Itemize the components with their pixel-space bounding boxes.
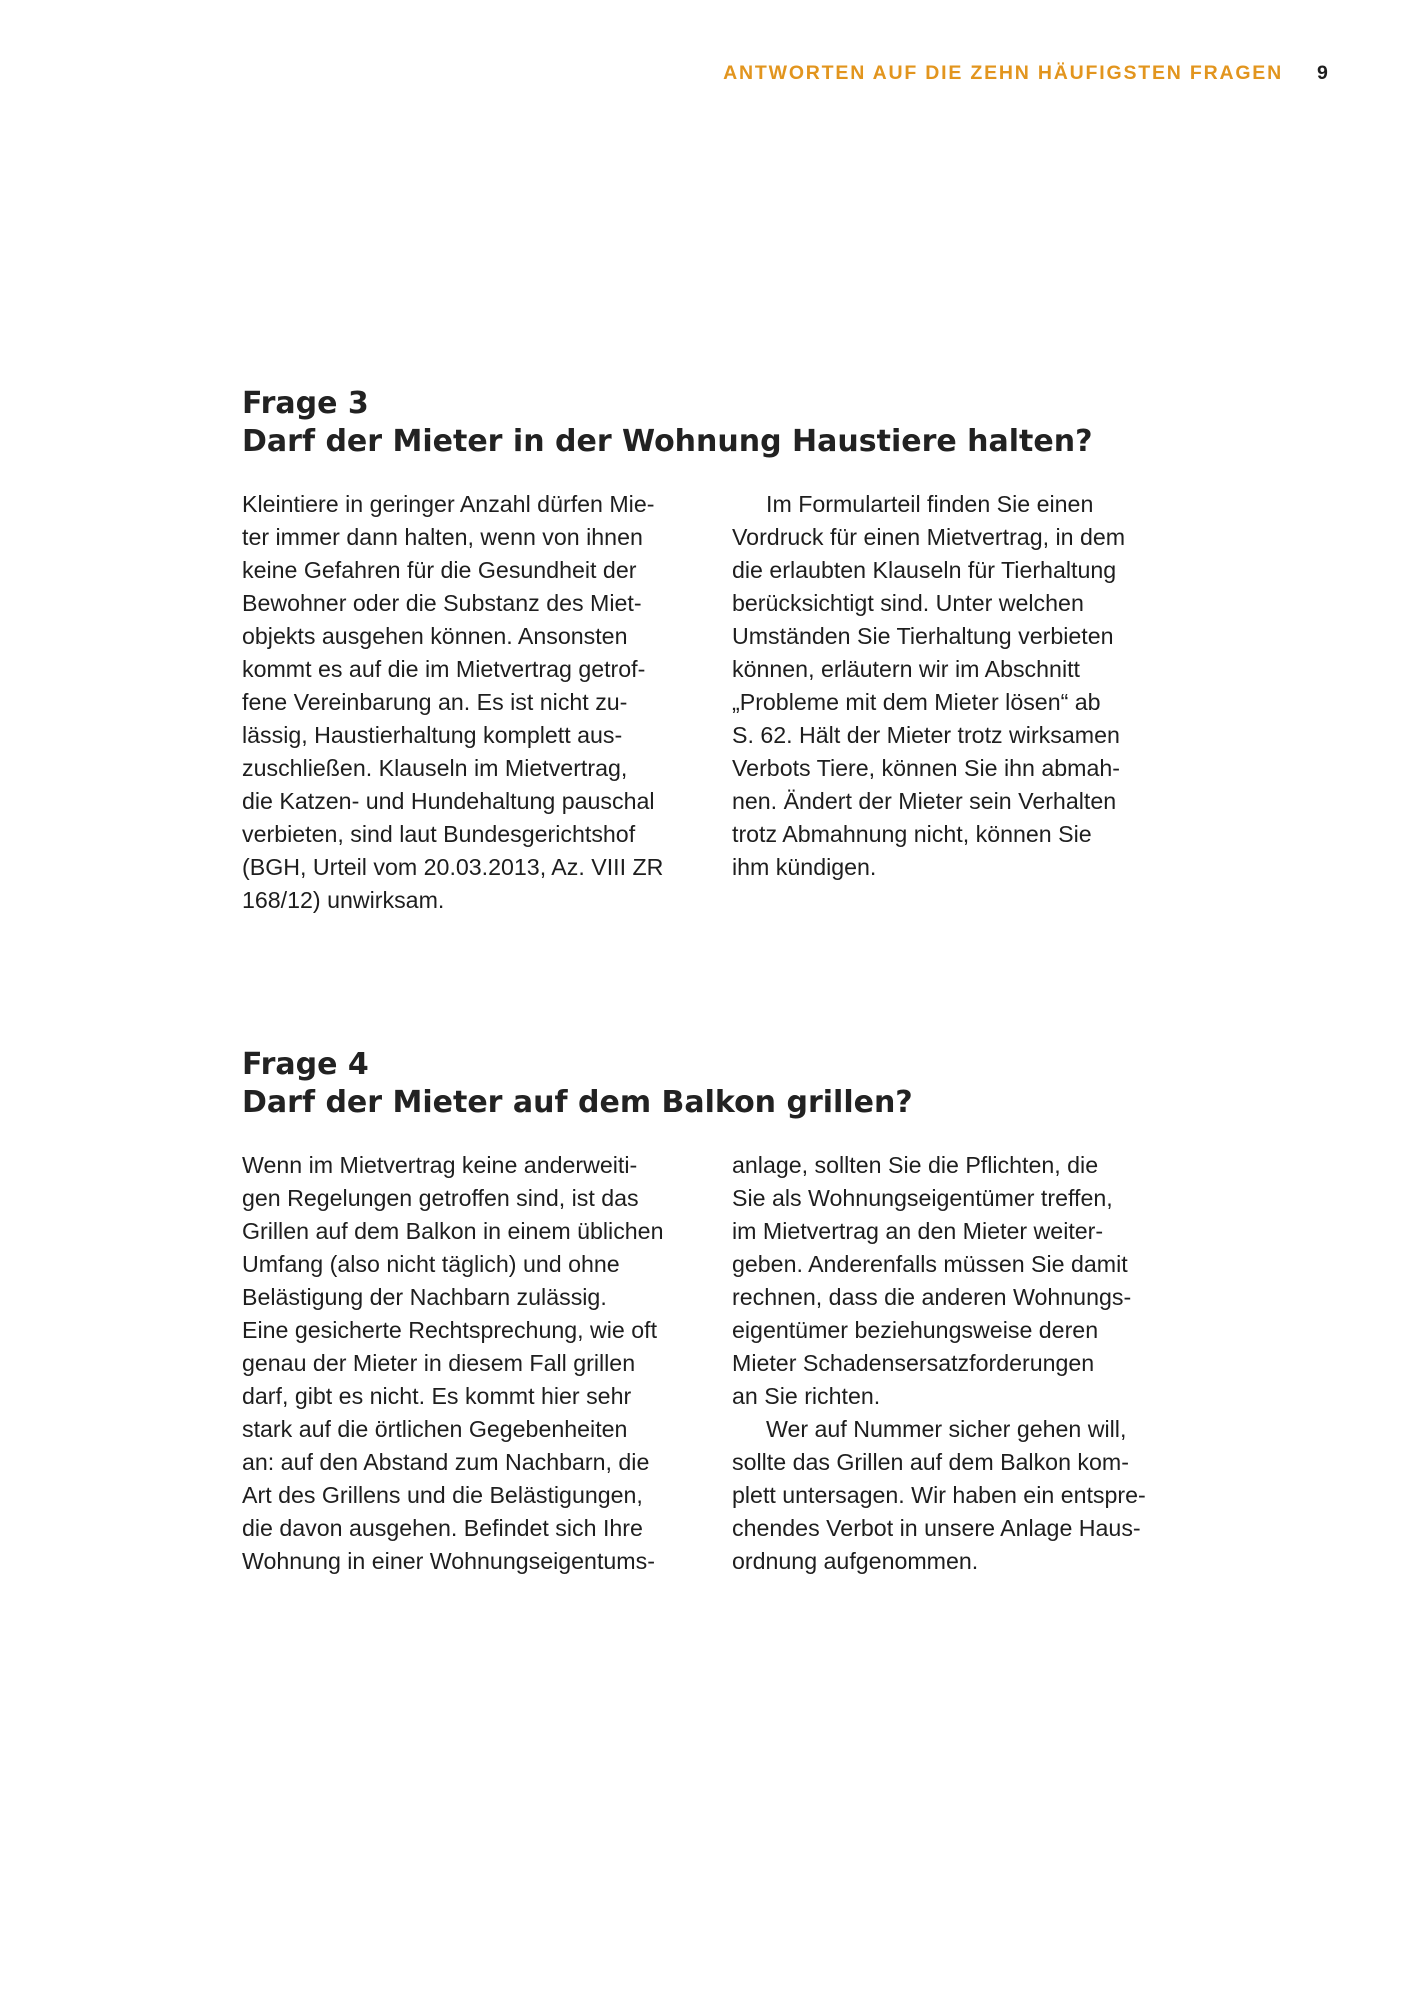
- text-line: ordnung aufgenommen.: [732, 1548, 979, 1574]
- text-line: rechnen, dass die anderen Wohnungs-: [732, 1284, 1132, 1310]
- text-line: Wenn im Mietvertrag keine anderweiti-: [242, 1152, 638, 1178]
- text-line: können, erläutern wir im Abschnitt: [732, 656, 1080, 682]
- text-line: sollte das Grillen auf dem Balkon kom-: [732, 1449, 1129, 1475]
- text-line: fene Vereinbarung an. Es ist nicht zu-: [242, 689, 628, 715]
- text-line: Eine gesicherte Rechtsprechung, wie oft: [242, 1317, 658, 1343]
- right-column: [732, 1149, 1192, 1578]
- text-line: Sie als Wohnungseigentümer treffen,: [732, 1185, 1113, 1211]
- text-line: an: auf den Abstand zum Nachbarn, die: [242, 1449, 650, 1475]
- text-line: Art des Grillens und die Belästigungen,: [242, 1482, 643, 1508]
- section-question-4: [242, 1046, 1202, 1574]
- question-3-heading: [242, 385, 1202, 461]
- question-title: Darf der Mieter in der Wohnung Haustiere halten?: [242, 424, 1093, 459]
- right-column: [732, 488, 1192, 884]
- text-line: „Probleme mit dem Mieter lösen“ ab: [732, 689, 1101, 715]
- text-line: darf, gibt es nicht. Es kommt hier sehr: [242, 1383, 632, 1409]
- text-line: Verbots Tiere, können Sie ihn abmah-: [732, 755, 1120, 781]
- text-line: anlage, sollten Sie die Pflichten, die: [732, 1152, 1099, 1178]
- running-title: ANTWORTEN AUF DIE ZEHN HÄUFIGSTEN FRAGEN: [723, 62, 1283, 84]
- text-line: Umfang (also nicht täglich) und ohne: [242, 1251, 620, 1277]
- text-line: gen Regelungen getroffen sind, ist das: [242, 1185, 639, 1211]
- question-title: Darf der Mieter auf dem Balkon grillen?: [242, 1085, 913, 1120]
- text-line: 168/12) unwirksam.: [242, 887, 445, 913]
- text-line: chendes Verbot in unsere Anlage Haus-: [732, 1515, 1141, 1541]
- text-line: eigentümer beziehungsweise deren: [732, 1317, 1099, 1343]
- text-line: Umständen Sie Tierhaltung verbieten: [732, 623, 1114, 649]
- text-line: verbieten, sind laut Bundesgerichtshof: [242, 821, 636, 847]
- question-4-heading: [242, 1046, 1202, 1122]
- text-line: Wer auf Nummer sicher gehen will,: [766, 1416, 1127, 1442]
- text-line: S. 62. Hält der Mieter trotz wirksamen: [732, 722, 1120, 748]
- text-line: die erlaubten Klauseln für Tierhaltung: [732, 557, 1117, 583]
- text-line: zuschließen. Klauseln im Mietvertrag,: [242, 755, 628, 781]
- text-line: plett untersagen. Wir haben ein entspre-: [732, 1482, 1146, 1508]
- text-line: objekts ausgehen können. Ansonsten: [242, 623, 628, 649]
- text-line: im Mietvertrag an den Mieter weiter-: [732, 1218, 1104, 1244]
- question-label: Frage 4: [242, 1047, 369, 1082]
- text-line: kommt es auf die im Mietvertrag getrof-: [242, 656, 646, 682]
- text-line: trotz Abmahnung nicht, können Sie: [732, 821, 1092, 847]
- text-line: geben. Anderenfalls müssen Sie damit: [732, 1251, 1128, 1277]
- question-label: Frage 3: [242, 386, 369, 421]
- text-line: die Katzen- und Hundehaltung pauschal: [242, 788, 655, 814]
- text-line: ihm kündigen.: [732, 854, 877, 880]
- text-line: nen. Ändert der Mieter sein Verhalten: [732, 788, 1117, 814]
- text-line: Belästigung der Nachbarn zulässig.: [242, 1284, 607, 1310]
- text-line: ter immer dann halten, wenn von ihnen: [242, 524, 643, 550]
- text-line: (BGH, Urteil vom 20.03.2013, Az. VIII ZR: [242, 854, 664, 880]
- text-line: Grillen auf dem Balkon in einem üblichen: [242, 1218, 664, 1244]
- text-line: Im Formularteil finden Sie einen: [766, 491, 1094, 517]
- text-line: die davon ausgehen. Befindet sich Ihre: [242, 1515, 643, 1541]
- left-column: [242, 488, 702, 917]
- text-line: Bewohner oder die Substanz des Miet-: [242, 590, 642, 616]
- text-line: an Sie richten.: [732, 1383, 881, 1409]
- text-line: keine Gefahren für die Gesundheit der: [242, 557, 637, 583]
- section-question-3: [242, 385, 1202, 913]
- text-line: lässig, Haustierhaltung komplett aus-: [242, 722, 623, 748]
- text-line: Wohnung in einer Wohnungseigentums-: [242, 1548, 655, 1574]
- text-line: Mieter Schadensersatzforderungen: [732, 1350, 1095, 1376]
- page-number: 9: [1317, 62, 1328, 84]
- text-line: Kleintiere in geringer Anzahl dürfen Mie-: [242, 491, 655, 517]
- left-column: [242, 1149, 702, 1578]
- text-line: Vordruck für einen Mietvertrag, in dem: [732, 524, 1126, 550]
- text-line: genau der Mieter in diesem Fall grillen: [242, 1350, 636, 1376]
- text-line: stark auf die örtlichen Gegebenheiten: [242, 1416, 628, 1442]
- text-line: berücksichtigt sind. Unter welchen: [732, 590, 1084, 616]
